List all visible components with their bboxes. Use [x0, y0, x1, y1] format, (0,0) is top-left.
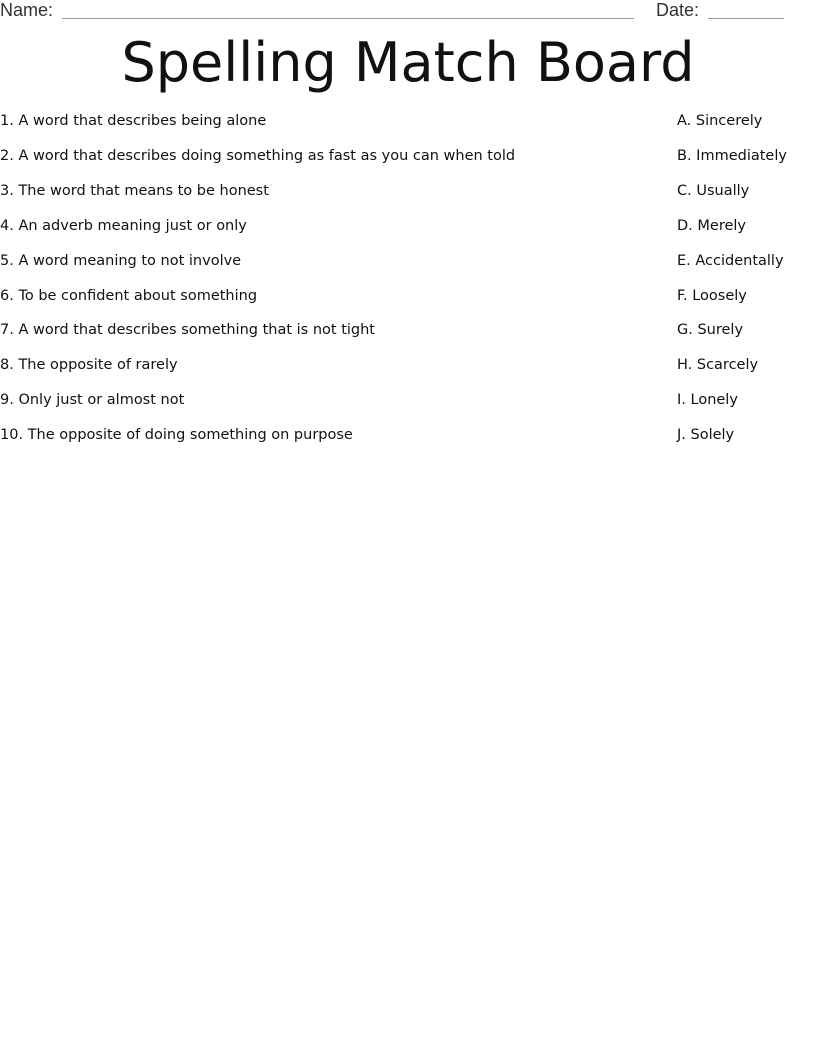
question-item: 7. A word that describes something that is not tight — [0, 322, 375, 339]
date-label: Date: — [656, 0, 700, 20]
question-item: 6. To be confident about something — [0, 287, 258, 304]
question-item: 4. An adverb meaning just or only — [0, 217, 247, 234]
answer-item: A. Sincerely — [677, 113, 763, 129]
question-item: 2. A word that describes doing something as fast as you can when told — [0, 147, 516, 164]
answer-item: I. Lonely — [677, 392, 738, 409]
answer-item: F. Loosely — [677, 287, 747, 304]
question-item: 10. The opposite of doing something on purpose — [0, 427, 353, 444]
name-field[interactable] — [62, 18, 634, 19]
page-title: Spelling Match Board — [121, 31, 695, 94]
answer-item: E. Accidentally — [677, 252, 784, 269]
question-item: 3. The word that means to be honest — [0, 182, 269, 199]
question-item: 1. A word that describes being alone — [0, 113, 267, 129]
answer-item: B. Immediately — [677, 147, 787, 164]
answer-item: D. Merely — [677, 217, 746, 234]
question-item: 8. The opposite of rarely — [0, 357, 178, 374]
answer-item: J. Solely — [677, 427, 735, 444]
date-field[interactable] — [708, 18, 784, 19]
name-label: Name: — [0, 0, 54, 20]
answer-item: C. Usually — [677, 182, 750, 199]
answer-item: H. Scarcely — [677, 357, 759, 374]
question-item: 9. Only just or almost not — [0, 392, 185, 409]
question-item: 5. A word meaning to not involve — [0, 252, 242, 269]
answer-item: G. Surely — [677, 322, 744, 339]
